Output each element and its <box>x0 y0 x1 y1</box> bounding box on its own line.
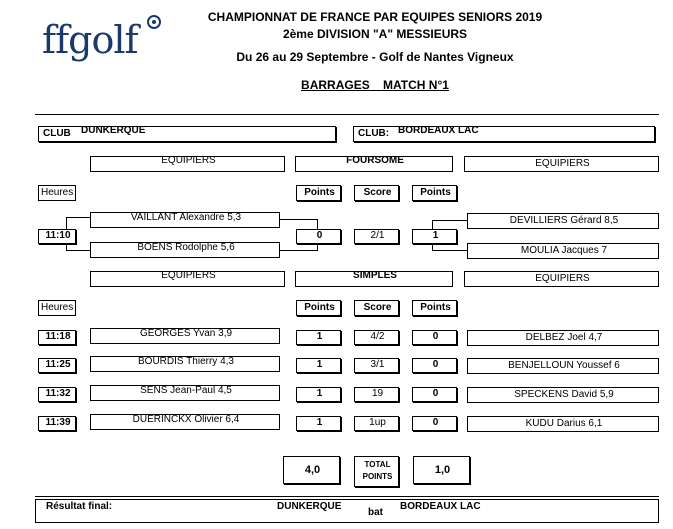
foursome-left-player2: BOENS Rodolphe 5,6 <box>90 242 280 258</box>
total-label-box <box>354 456 399 487</box>
simples-score: 1up <box>354 416 399 431</box>
simples-time: 11:39 <box>38 416 76 431</box>
foursome-left-points: 0 <box>296 229 341 244</box>
foursome-title: FOURSOME <box>346 155 404 166</box>
bracket-line <box>280 219 317 220</box>
foursome-right-player2: MOULIA Jacques 7 <box>467 243 659 259</box>
simples-score-header: Score <box>354 300 399 316</box>
bracket-line <box>432 220 467 221</box>
simples-left-points: 1 <box>296 387 341 402</box>
club-right-label: CLUB: <box>358 128 390 139</box>
ffgolf-logo <box>42 18 138 62</box>
result-loser: BORDEAUX LAC <box>400 501 481 512</box>
simples-right-player: BENJELLOUN Youssef 6 <box>467 358 659 374</box>
foursome-points-right-header: Points <box>412 185 457 201</box>
division-title: 2ème DIVISION "A" MESSIEURS <box>282 27 468 41</box>
bracket-line <box>317 219 318 229</box>
bracket-line <box>317 244 318 251</box>
bracket-line <box>432 250 467 251</box>
championship-title: CHAMPIONNAT DE FRANCE PAR EQUIPES SENIORS 2019 <box>207 10 543 24</box>
logo-text: ffgolf <box>42 18 138 62</box>
result-top-line <box>35 496 659 497</box>
simples-title-box <box>295 271 453 287</box>
simples-equipiers-left: EQUIPIERS <box>90 271 285 287</box>
club-left-label: CLUB <box>43 128 71 139</box>
simples-time: 11:32 <box>38 387 76 402</box>
foursome-right-player1: DEVILLIERS Gérard 8,5 <box>467 213 659 229</box>
total-label-line2: POINTS <box>362 472 393 481</box>
dates-venue: Du 26 au 29 Septembre - Golf de Nantes Vigneux <box>236 50 514 64</box>
bracket-line <box>432 244 433 251</box>
simples-right-player: DELBEZ Joel 4,7 <box>467 330 659 346</box>
total-left: 4,0 <box>283 456 340 484</box>
simples-time: 11:18 <box>38 330 76 345</box>
simples-right-points: 0 <box>412 416 457 431</box>
simples-equipiers-right: EQUIPIERS <box>464 271 659 287</box>
bracket-line <box>66 250 90 251</box>
simples-title: SIMPLES <box>353 270 397 281</box>
simples-left-points: 1 <box>296 330 341 345</box>
foursome-heures: Heures <box>38 185 76 201</box>
top-separator <box>35 114 659 115</box>
simples-time: 11:25 <box>38 358 76 373</box>
foursome-score-header: Score <box>354 185 399 201</box>
club-left-name: DUNKERQUE <box>81 125 146 136</box>
foursome-right-points: 1 <box>412 229 457 244</box>
bracket-line <box>280 250 317 251</box>
foursome-equipiers-left: EQUIPIERS <box>90 156 285 172</box>
simples-left-player: DUERINCKX Olivier 6,4 <box>90 414 280 430</box>
simples-heures: Heures <box>38 300 76 316</box>
foursome-left-player1: VAILLANT Alexandre 5,3 <box>90 212 280 228</box>
simples-left-points: 1 <box>296 416 341 431</box>
simples-right-player: SPECKENS David 5,9 <box>467 387 659 403</box>
result-label: Résultat final: <box>46 501 113 512</box>
simples-right-player: KUDU Darius 6,1 <box>467 416 659 432</box>
bracket-line <box>432 220 433 229</box>
match-title: BARRAGES MATCH N°1 <box>301 78 449 92</box>
simples-right-points: 0 <box>412 358 457 373</box>
total-right: 1,0 <box>413 456 470 484</box>
club-right-name: BORDEAUX LAC <box>398 125 479 136</box>
club-right-box <box>353 126 655 142</box>
simples-left-player: SENS Jean-Paul 4,5 <box>90 385 280 401</box>
simples-score: 19 <box>354 387 399 402</box>
foursome-points-left-header: Points <box>296 185 341 201</box>
simples-right-points: 0 <box>412 330 457 345</box>
simples-score: 3/1 <box>354 358 399 373</box>
result-verb: bat <box>368 507 383 518</box>
simples-score: 4/2 <box>354 330 399 345</box>
simples-points-right-header: Points <box>412 300 457 316</box>
foursome-time: 11:10 <box>38 229 76 244</box>
result-box <box>35 499 659 523</box>
simples-right-points: 0 <box>412 387 457 402</box>
simples-left-points: 1 <box>296 358 341 373</box>
simples-points-left-header: Points <box>296 300 341 316</box>
simples-left-player: BOURDIS Thierry 4,3 <box>90 356 280 372</box>
foursome-title-box <box>295 156 453 172</box>
total-label-line1: TOTAL <box>364 460 391 469</box>
result-winner: DUNKERQUE <box>277 501 342 512</box>
simples-left-player: GEORGES Yvan 3,9 <box>90 328 280 344</box>
foursome-equipiers-right: EQUIPIERS <box>464 156 659 172</box>
bracket-line <box>66 217 90 218</box>
club-left-box <box>38 126 336 142</box>
foursome-score: 2/1 <box>354 229 399 244</box>
